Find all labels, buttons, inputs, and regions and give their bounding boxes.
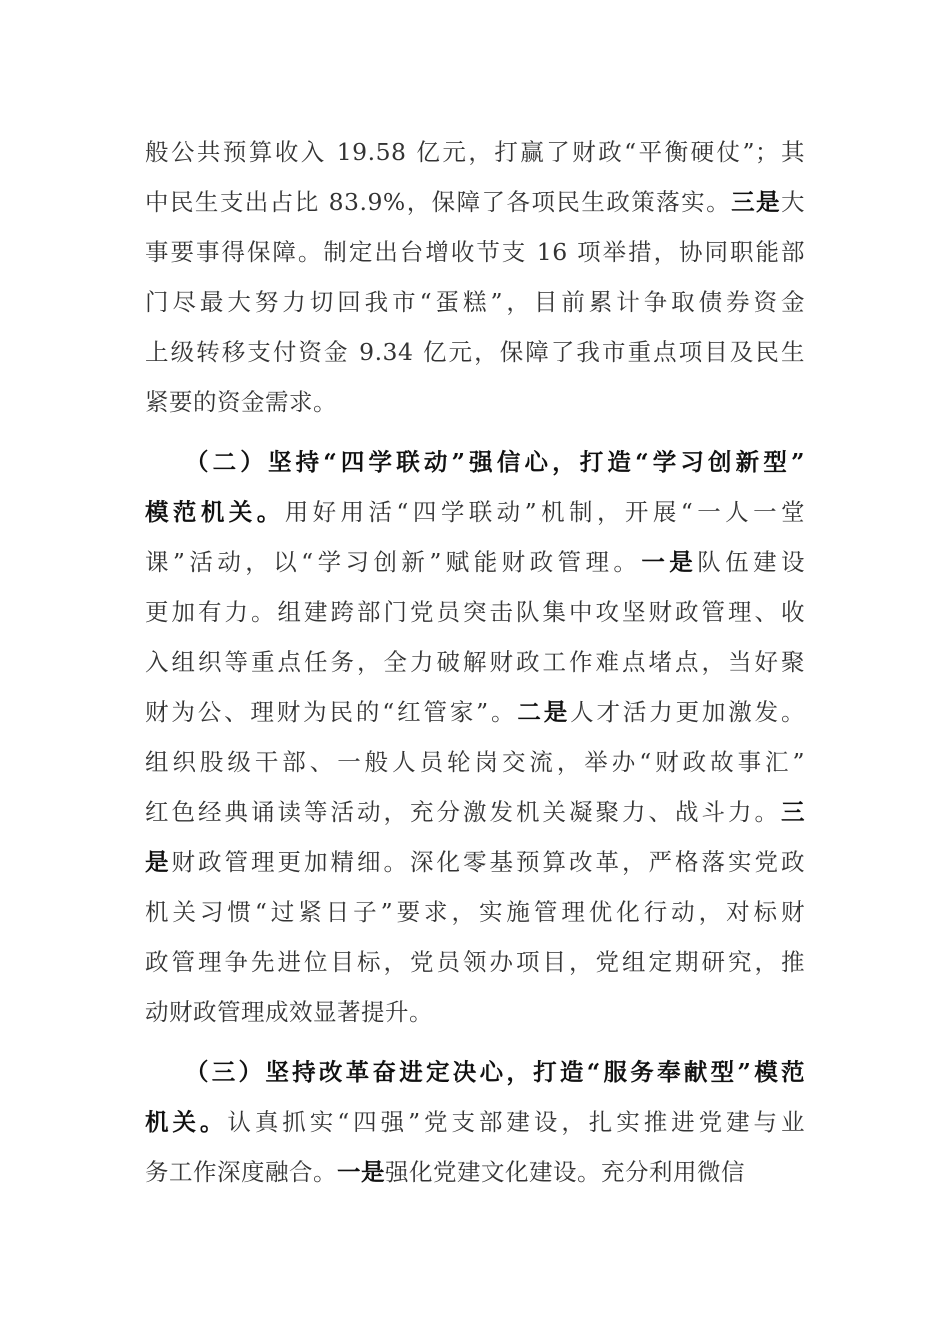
- bold-text: 一是: [641, 548, 698, 576]
- body-text: 课”活动，以“学习创新”赋能财政管理。: [145, 548, 642, 576]
- paragraph-2-line: [145, 997, 805, 1027]
- paragraph-2-line: [145, 947, 805, 977]
- paragraph-1-line: [145, 287, 805, 317]
- paragraph-2-line: [185, 447, 805, 477]
- bold-text: 一是: [337, 1158, 385, 1186]
- paragraph-2-line: [145, 647, 805, 677]
- bold-text: 模范机关。: [145, 498, 285, 526]
- body-text: 更加有力。组建跨部门党员突击队集中攻坚财政管理、收: [145, 598, 805, 626]
- bold-text: 机关。: [145, 1108, 228, 1136]
- paragraph-1-line: [145, 137, 805, 167]
- paragraph-2-line: [145, 747, 805, 777]
- body-text: 政管理争先进位目标，党员领办项目，党组定期研究，推: [145, 948, 805, 976]
- bold-text: 三是: [731, 188, 781, 216]
- body-text: 门尽最大努力切回我市“蛋糕”，目前累计争取债券资金: [145, 288, 805, 316]
- body-text: 队伍建设: [697, 548, 806, 576]
- paragraph-2-line: [145, 797, 805, 827]
- body-text: 入组织等重点任务，全力破解财政工作难点堵点，当好聚: [145, 648, 805, 676]
- body-text: 财为公、理财为民的“红管家”。: [145, 698, 518, 726]
- body-text: 大: [781, 188, 805, 216]
- body-text: 财政管理更加精细。深化零基预算改革，严格落实党政: [171, 848, 805, 876]
- body-text: 组织股级干部、一般人员轮岗交流，举办“财政故事汇”: [145, 748, 805, 776]
- paragraph-1-line: [145, 187, 805, 217]
- body-text: 紧要的资金需求。: [145, 388, 337, 416]
- body-text: 机关习惯“过紧日子”要求，实施管理优化行动，对标财: [145, 898, 805, 926]
- paragraph-2-line: [145, 497, 805, 527]
- paragraph-3-line: [145, 1107, 805, 1137]
- paragraph-3-line: [145, 1157, 805, 1187]
- paragraph-2-line: [145, 597, 805, 627]
- body-text: 务工作深度融合。: [145, 1158, 337, 1186]
- bold-text: （三）坚持改革奋进定决心，打造“服务奉献型”模范: [185, 1058, 805, 1086]
- body-text: 中民生支出占比 83.9%，保障了各项民生政策落实。: [145, 188, 732, 216]
- paragraph-2-line: [145, 897, 805, 927]
- body-text: 用好用活“四学联动”机制，开展“一人一堂: [284, 498, 806, 526]
- paragraph-2-line: [145, 697, 805, 727]
- body-text: 红色经典诵读等活动，充分激发机关凝聚力、战斗力。: [145, 798, 781, 826]
- body-text: 认真抓实“四强”党支部建设，扎实推进党建与业: [227, 1108, 805, 1136]
- body-text: 人才活力更加激发。: [570, 698, 806, 726]
- bold-text: （二）坚持“四学联动”强信心，打造“学习创新型”: [185, 448, 805, 476]
- bold-text: 是: [145, 848, 172, 876]
- body-text: 上级转移支付资金 9.34 亿元，保障了我市重点项目及民生: [145, 338, 805, 366]
- body-text: 般公共预算收入 19.58 亿元，打赢了财政“平衡硬仗”；其: [145, 138, 805, 166]
- bold-text: 二是: [517, 698, 571, 726]
- bold-text: 三: [781, 798, 805, 826]
- body-text: 强化党建文化建设。充分利用微信: [385, 1158, 745, 1186]
- body-text: 动财政管理成效显著提升。: [145, 998, 433, 1026]
- paragraph-1-line: [145, 237, 805, 267]
- paragraph-1-line: [145, 387, 805, 417]
- body-text: 事要事得保障。制定出台增收节支 16 项举措，协同职能部: [145, 238, 805, 266]
- paragraph-2-line: [145, 847, 805, 877]
- paragraph-1-line: [145, 337, 805, 367]
- paragraph-2-line: [145, 547, 805, 577]
- paragraph-3-line: [185, 1057, 805, 1087]
